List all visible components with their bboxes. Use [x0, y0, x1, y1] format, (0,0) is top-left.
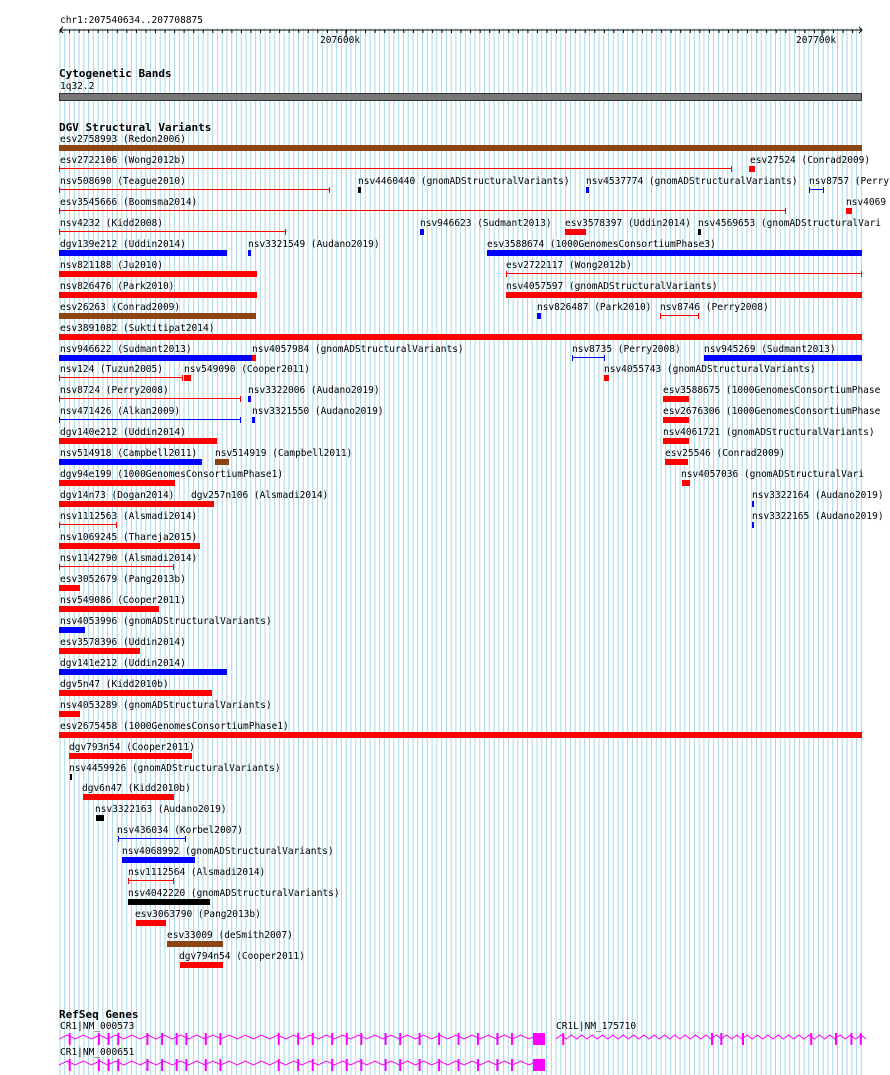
variant-feature-nsv4053289-gnomadstructuralvariants[interactable]	[59, 711, 80, 717]
variant-feature-esv2722117-wong2012b[interactable]	[506, 271, 862, 277]
variant-feature-nsv4069[interactable]	[846, 208, 852, 214]
variant-feature-nsv8746-perry2008[interactable]	[660, 313, 699, 319]
variant-label-nsv549090-cooper2011: nsv549090 (Cooper2011)	[184, 364, 310, 376]
variant-label-esv2722117-wong2012b: esv2722117 (Wong2012b)	[506, 259, 632, 271]
variant-label-dgv94e199-1000genomesconsortiumphase1: dgv94e199 (1000GenomesConsortiumPhase1)	[60, 469, 284, 481]
exon-block	[161, 1033, 163, 1045]
variant-feature-dgv794n54-cooper2011[interactable]	[180, 962, 223, 968]
variant-feature-nsv4460440-gnomadstructuralvariants[interactable]	[358, 187, 361, 193]
variant-label-nsv508690-teague2010: nsv508690 (Teague2010)	[60, 175, 186, 187]
variant-feature-dgv793n54-cooper2011[interactable]	[69, 753, 192, 759]
exon-block	[742, 1033, 744, 1045]
exon-block	[511, 1059, 513, 1071]
variant-feature-nsv4068992-gnomadstructuralvariants[interactable]	[122, 857, 195, 863]
variant-label-nsv514918-campbell2011: nsv514918 (Campbell2011)	[60, 448, 198, 460]
variant-feature-nsv1112563-alsmadi2014[interactable]	[59, 522, 117, 528]
variant-label-nsv3321550-audano2019: nsv3321550 (Audano2019)	[252, 406, 384, 418]
gene-model-cr1l-nm-175710[interactable]	[556, 1032, 868, 1046]
exon-block	[711, 1033, 713, 1045]
exon-block	[331, 1059, 333, 1071]
variant-feature-esv2758993-redon2006[interactable]	[59, 145, 862, 151]
variant-feature-nsv4061721-gnomadstructuralvariants[interactable]	[663, 438, 689, 444]
variant-label-esv3545666-boomsma2014: esv3545666 (Boomsma2014)	[60, 196, 198, 208]
variant-feature-nsv1142790-alsmadi2014[interactable]	[59, 564, 174, 570]
variant-feature-nsv945269-sudmant2013[interactable]	[704, 355, 862, 361]
exon-block	[219, 1059, 221, 1071]
variant-label-dgv794n54-cooper2011: dgv794n54 (Cooper2011)	[179, 951, 305, 963]
variant-label-nsv436034-korbel2007: nsv436034 (Korbel2007)	[117, 825, 243, 837]
variant-label-nsv946623-sudmant2013: nsv946623 (Sudmant2013)	[420, 217, 552, 229]
exon-block	[219, 1033, 221, 1045]
variant-label-nsv8735-perry2008: nsv8735 (Perry2008)	[572, 343, 681, 355]
variant-label-esv3578396-uddin2014: esv3578396 (Uddin2014)	[60, 636, 186, 648]
dgv-track-title[interactable]: DGV Structural Variants	[59, 121, 212, 134]
variant-label-esv3063790-pang2013b: esv3063790 (Pang2013b)	[135, 909, 261, 921]
variant-label-nsv945269-sudmant2013: nsv945269 (Sudmant2013)	[704, 343, 836, 355]
variant-feature-nsv8735-perry2008[interactable]	[572, 355, 605, 361]
variant-label-esv26263-conrad2009: esv26263 (Conrad2009)	[60, 301, 181, 313]
exon-block	[346, 1033, 348, 1045]
variant-feature-nsv4232-kidd2008[interactable]	[59, 229, 286, 235]
exon-block	[331, 1033, 333, 1045]
variant-feature-esv26263-conrad2009[interactable]	[59, 313, 256, 319]
gene-model-cr1-nm-000651[interactable]	[59, 1058, 547, 1072]
exon-block	[399, 1033, 401, 1045]
exon-block	[438, 1059, 440, 1071]
cytoband-label: 1q32.2	[60, 81, 95, 92]
variant-feature-nsv826487-park2010[interactable]	[537, 313, 541, 319]
variant-label-dgv257n106-alsmadi2014: dgv257n106 (Alsmadi2014)	[191, 490, 329, 502]
exon-block	[161, 1059, 163, 1071]
variant-feature-nsv8757-perry[interactable]	[809, 187, 824, 193]
variant-label-nsv3322006-audano2019: nsv3322006 (Audano2019)	[248, 385, 380, 397]
exon-block	[385, 1033, 387, 1045]
variant-feature-esv3578396-uddin2014[interactable]	[59, 648, 140, 654]
variant-feature-nsv436034-korbel2007[interactable]	[118, 836, 186, 842]
exon-block	[297, 1033, 299, 1045]
variant-label-nsv1112564-alsmadi2014: nsv1112564 (Alsmadi2014)	[128, 867, 266, 879]
variant-feature-nsv514918-campbell2011[interactable]	[59, 459, 202, 465]
variant-feature-nsv3322163-audano2019[interactable]	[96, 815, 104, 821]
variant-label-esv3052679-pang2013b: esv3052679 (Pang2013b)	[60, 573, 186, 585]
exon-block	[835, 1033, 837, 1045]
variant-label-nsv4459926-gnomadstructuralvariants: nsv4459926 (gnomADStructuralVariants)	[69, 762, 281, 774]
variant-label-nsv8746-perry2008: nsv8746 (Perry2008)	[660, 301, 769, 313]
exon-block	[108, 1059, 110, 1071]
variant-label-nsv1112563-alsmadi2014: nsv1112563 (Alsmadi2014)	[60, 511, 198, 523]
cytoband-bar[interactable]	[59, 93, 862, 101]
exon-block	[176, 1059, 178, 1071]
variant-label-nsv471426-alkan2009: nsv471426 (Alkan2009)	[60, 406, 181, 418]
variant-label-esv2758993-redon2006: esv2758993 (Redon2006)	[60, 134, 186, 145]
exon-block	[98, 1059, 100, 1071]
variant-feature-nsv1069245-thareja2015[interactable]	[59, 543, 200, 549]
variant-label-nsv4068992-gnomadstructuralvariants: nsv4068992 (gnomADStructuralVariants)	[122, 846, 334, 858]
variant-label-nsv826487-park2010: nsv826487 (Park2010)	[537, 301, 652, 313]
variant-label-esv3578397-uddin2014: esv3578397 (Uddin2014)	[565, 217, 691, 229]
variant-feature-dgv6n47-kidd2010b[interactable]	[83, 794, 174, 800]
exon-block	[438, 1033, 440, 1045]
exon-block	[297, 1059, 299, 1071]
variant-feature-esv2676306-1000genomesconsortiumphase[interactable]	[663, 417, 689, 423]
exon-block	[851, 1033, 853, 1045]
exon-block	[496, 1059, 498, 1071]
variant-label-nsv8724-perry2008: nsv8724 (Perry2008)	[60, 385, 169, 397]
variant-label-esv33009-desmith2007: esv33009 (deSmith2007)	[167, 930, 293, 942]
exon-block	[720, 1033, 722, 1045]
variant-feature-dgv94e199-1000genomesconsortiumphase1[interactable]	[59, 480, 175, 486]
variant-feature-nsv4055743-gnomadstructuralvariants[interactable]	[604, 375, 609, 381]
variant-label-dgv14n73-dogan2014: dgv14n73 (Dogan2014)	[60, 490, 175, 502]
variant-label-nsv4537774-gnomadstructuralvariants: nsv4537774 (gnomADStructuralVariants)	[586, 175, 798, 187]
exon-block	[98, 1033, 100, 1045]
variant-feature-nsv4537774-gnomadstructuralvariants[interactable]	[586, 187, 589, 193]
exon-block	[278, 1033, 280, 1045]
variant-feature-nsv124-tuzun2005[interactable]	[59, 375, 183, 381]
variant-label-dgv5n47-kidd2010b: dgv5n47 (Kidd2010b)	[60, 678, 169, 690]
variant-feature-nsv3321550-audano2019[interactable]	[252, 417, 255, 423]
exon-block	[419, 1059, 421, 1071]
gene-label-cr1-nm-000651: CR1|NM_000651	[60, 1047, 135, 1058]
intron-line	[59, 1035, 545, 1039]
variant-feature-esv2722106-wong2012b[interactable]	[59, 166, 732, 172]
variant-feature-nsv4057984-gnomadstructuralvariants[interactable]	[252, 355, 256, 361]
variant-label-dgv6n47-kidd2010b: dgv6n47 (Kidd2010b)	[82, 783, 191, 795]
variant-feature-dgv5n47-kidd2010b[interactable]	[59, 690, 212, 696]
exon-block	[477, 1059, 479, 1071]
exon-block	[185, 1059, 187, 1071]
exon-block	[312, 1033, 314, 1045]
variant-feature-dgv141e212-uddin2014[interactable]	[59, 669, 227, 675]
variant-label-nsv1142790-alsmadi2014: nsv1142790 (Alsmadi2014)	[60, 553, 198, 564]
variant-label-dgv793n54-cooper2011: dgv793n54 (Cooper2011)	[69, 741, 195, 753]
variant-feature-nsv471426-alkan2009[interactable]	[59, 417, 241, 423]
variant-feature-nsv549086-cooper2011[interactable]	[59, 606, 159, 612]
variant-feature-nsv1112564-alsmadi2014[interactable]	[128, 878, 174, 884]
variant-label-nsv4061721-gnomadstructuralvariants: nsv4061721 (gnomADStructuralVariants)	[663, 427, 875, 439]
cytogenetic-bands-track-title[interactable]: Cytogenetic Bands	[59, 67, 172, 80]
exon-block	[419, 1033, 421, 1045]
exon-block	[117, 1059, 119, 1071]
gene-model-cr1-nm-000573[interactable]	[59, 1032, 547, 1046]
variant-label-nsv124-tuzun2005: nsv124 (Tuzun2005)	[60, 364, 163, 376]
variant-label-nsv4569653-gnomadstructuralvari: nsv4569653 (gnomADStructuralVari	[698, 217, 882, 229]
gene-label-cr1l-nm-175710: CR1L|NM_175710	[556, 1021, 637, 1032]
variant-label-nsv514919-campbell2011: nsv514919 (Campbell2011)	[215, 448, 353, 460]
variant-label-nsv549086-cooper2011: nsv549086 (Cooper2011)	[60, 594, 186, 606]
utr-block	[533, 1033, 545, 1045]
exon-block	[108, 1033, 110, 1045]
tick-label: 207600k	[320, 35, 361, 46]
variant-feature-nsv4459926-gnomadstructuralvariants[interactable]	[70, 774, 72, 780]
exon-block	[399, 1059, 401, 1071]
variant-feature-esv3891082-suktitipat2014[interactable]	[59, 334, 862, 340]
variant-feature-nsv3321549-audano2019[interactable]	[248, 250, 251, 256]
exon-block	[860, 1033, 862, 1045]
exon-block	[278, 1059, 280, 1071]
variant-label-dgv139e212-uddin2014: dgv139e212 (Uddin2014)	[60, 238, 186, 250]
variant-feature-nsv508690-teague2010[interactable]	[59, 187, 330, 193]
variant-label-nsv4069: nsv4069	[846, 196, 887, 208]
variant-feature-dgv257n106-alsmadi2014[interactable]	[180, 501, 214, 507]
variant-label-dgv141e212-uddin2014: dgv141e212 (Uddin2014)	[60, 657, 186, 669]
variant-feature-dgv139e212-uddin2014[interactable]	[59, 250, 227, 256]
exon-block	[511, 1033, 513, 1045]
variant-feature-nsv4042220-gnomadstructuralvariants[interactable]	[128, 899, 210, 905]
exon-block	[346, 1059, 348, 1071]
variant-label-dgv140e212-uddin2014: dgv140e212 (Uddin2014)	[60, 427, 186, 439]
variant-label-nsv4057036-gnomadstructuralvari: nsv4057036 (gnomADStructuralVari	[681, 469, 865, 481]
variant-label-esv25546-conrad2009: esv25546 (Conrad2009)	[665, 448, 786, 460]
variant-feature-nsv549090-cooper2011[interactable]	[184, 375, 191, 381]
variant-label-nsv4055743-gnomadstructuralvariants: nsv4055743 (gnomADStructuralVariants)	[604, 364, 816, 376]
variant-label-nsv3322164-audano2019: nsv3322164 (Audano2019)	[752, 490, 884, 502]
variant-feature-nsv821188-ju2010[interactable]	[59, 271, 257, 277]
exon-block	[360, 1033, 362, 1045]
variant-feature-esv27524-conrad2009[interactable]	[749, 166, 755, 172]
variant-feature-esv3052679-pang2013b[interactable]	[59, 585, 80, 591]
exon-block	[146, 1033, 148, 1045]
variant-label-nsv4042220-gnomadstructuralvariants: nsv4042220 (gnomADStructuralVariants)	[128, 888, 340, 900]
exon-block	[117, 1033, 119, 1045]
refseq-track-title[interactable]: RefSeq Genes	[59, 1008, 139, 1021]
variant-label-nsv4232-kidd2008: nsv4232 (Kidd2008)	[60, 217, 163, 229]
variant-label-nsv4460440-gnomadstructuralvariants: nsv4460440 (gnomADStructuralVariants)	[358, 175, 570, 187]
variant-feature-nsv946622-sudmant2013[interactable]	[59, 355, 253, 361]
exon-block	[385, 1059, 387, 1071]
exon-block	[205, 1033, 207, 1045]
exon-block	[176, 1033, 178, 1045]
variant-feature-nsv946623-sudmant2013[interactable]	[420, 229, 424, 235]
variant-label-esv2722106-wong2012b: esv2722106 (Wong2012b)	[60, 154, 186, 166]
variant-label-esv3891082-suktitipat2014: esv3891082 (Suktitipat2014)	[60, 322, 215, 334]
utr-block	[533, 1059, 545, 1071]
variant-label-nsv946622-sudmant2013: nsv946622 (Sudmant2013)	[60, 343, 192, 355]
variant-label-nsv4053996-gnomadstructuralvariants: nsv4053996 (gnomADStructuralVariants)	[60, 615, 272, 627]
variant-label-nsv3321549-audano2019: nsv3321549 (Audano2019)	[248, 238, 380, 250]
variant-feature-nsv4569653-gnomadstructuralvari[interactable]	[698, 229, 701, 235]
variant-label-nsv4057597-gnomadstructuralvariants: nsv4057597 (gnomADStructuralVariants)	[506, 280, 718, 292]
exon-block	[562, 1033, 564, 1045]
variant-label-nsv826476-park2010: nsv826476 (Park2010)	[60, 280, 175, 292]
exon-block	[185, 1033, 187, 1045]
variant-feature-nsv8724-perry2008[interactable]	[59, 396, 241, 402]
variant-feature-nsv4057597-gnomadstructuralvariants[interactable]	[506, 292, 862, 298]
variant-feature-dgv14n73-dogan2014[interactable]	[59, 501, 180, 507]
exon-block	[69, 1059, 71, 1071]
variant-feature-nsv3322165-audano2019[interactable]	[752, 522, 754, 528]
variant-feature-nsv4057036-gnomadstructuralvari[interactable]	[682, 480, 690, 486]
variant-label-nsv3322165-audano2019: nsv3322165 (Audano2019)	[752, 511, 884, 523]
exon-block	[146, 1059, 148, 1071]
gene-label-cr1-nm-000573: CR1|NM_000573	[60, 1021, 135, 1032]
variant-label-esv2676306-1000genomesconsortiumphase: esv2676306 (1000GenomesConsortiumPhase	[663, 406, 881, 418]
variant-label-nsv8757-perry: nsv8757 (Perry	[809, 175, 890, 187]
location-label: chr1:207540634..207708875	[60, 15, 203, 26]
variant-feature-esv3578397-uddin2014[interactable]	[565, 229, 586, 235]
exon-block	[205, 1059, 207, 1071]
variant-feature-esv3063790-pang2013b[interactable]	[136, 920, 166, 926]
variant-label-esv3588675-1000genomesconsortiumphase: esv3588675 (1000GenomesConsortiumPhase	[663, 385, 881, 397]
variant-label-esv3588674-1000genomesconsortiumphase3: esv3588674 (1000GenomesConsortiumPhase3)	[487, 238, 716, 250]
variant-label-nsv821188-ju2010: nsv821188 (Ju2010)	[60, 259, 163, 271]
variant-feature-esv3545666-boomsma2014[interactable]	[59, 208, 786, 214]
exon-block	[360, 1059, 362, 1071]
variant-feature-esv25546-conrad2009[interactable]	[665, 459, 688, 465]
intron-line	[59, 1061, 545, 1065]
variant-feature-nsv3322006-audano2019[interactable]	[248, 396, 251, 402]
variant-feature-esv2675458-1000genomesconsortiumphase1[interactable]	[59, 732, 862, 738]
variant-label-esv2675458-1000genomesconsortiumphase1: esv2675458 (1000GenomesConsortiumPhase1)	[60, 720, 289, 732]
variant-feature-nsv4053996-gnomadstructuralvariants[interactable]	[59, 627, 85, 633]
variant-label-nsv3322163-audano2019: nsv3322163 (Audano2019)	[95, 804, 227, 816]
variant-label-nsv4057984-gnomadstructuralvariants: nsv4057984 (gnomADStructuralVariants)	[252, 343, 464, 355]
exon-block	[477, 1033, 479, 1045]
exon-block	[810, 1033, 812, 1045]
exon-block	[458, 1033, 460, 1045]
exon-block	[496, 1033, 498, 1045]
variant-feature-esv33009-desmith2007[interactable]	[167, 941, 223, 947]
exon-block	[312, 1059, 314, 1071]
variant-label-nsv4053289-gnomadstructuralvariants: nsv4053289 (gnomADStructuralVariants)	[60, 699, 272, 711]
exon-block	[69, 1033, 71, 1045]
tick-label: 207700k	[796, 35, 837, 46]
variant-feature-nsv514919-campbell2011[interactable]	[215, 459, 229, 465]
exon-block	[458, 1059, 460, 1071]
variant-feature-nsv826476-park2010[interactable]	[59, 292, 257, 298]
variant-feature-dgv140e212-uddin2014[interactable]	[59, 438, 217, 444]
variant-label-nsv1069245-thareja2015: nsv1069245 (Thareja2015)	[60, 532, 198, 544]
variant-feature-esv3588674-1000genomesconsortiumphase3[interactable]	[487, 250, 862, 256]
variant-label-esv27524-conrad2009: esv27524 (Conrad2009)	[750, 154, 871, 166]
variant-feature-nsv3322164-audano2019[interactable]	[752, 501, 754, 507]
variant-feature-esv3588675-1000genomesconsortiumphase[interactable]	[663, 396, 689, 402]
